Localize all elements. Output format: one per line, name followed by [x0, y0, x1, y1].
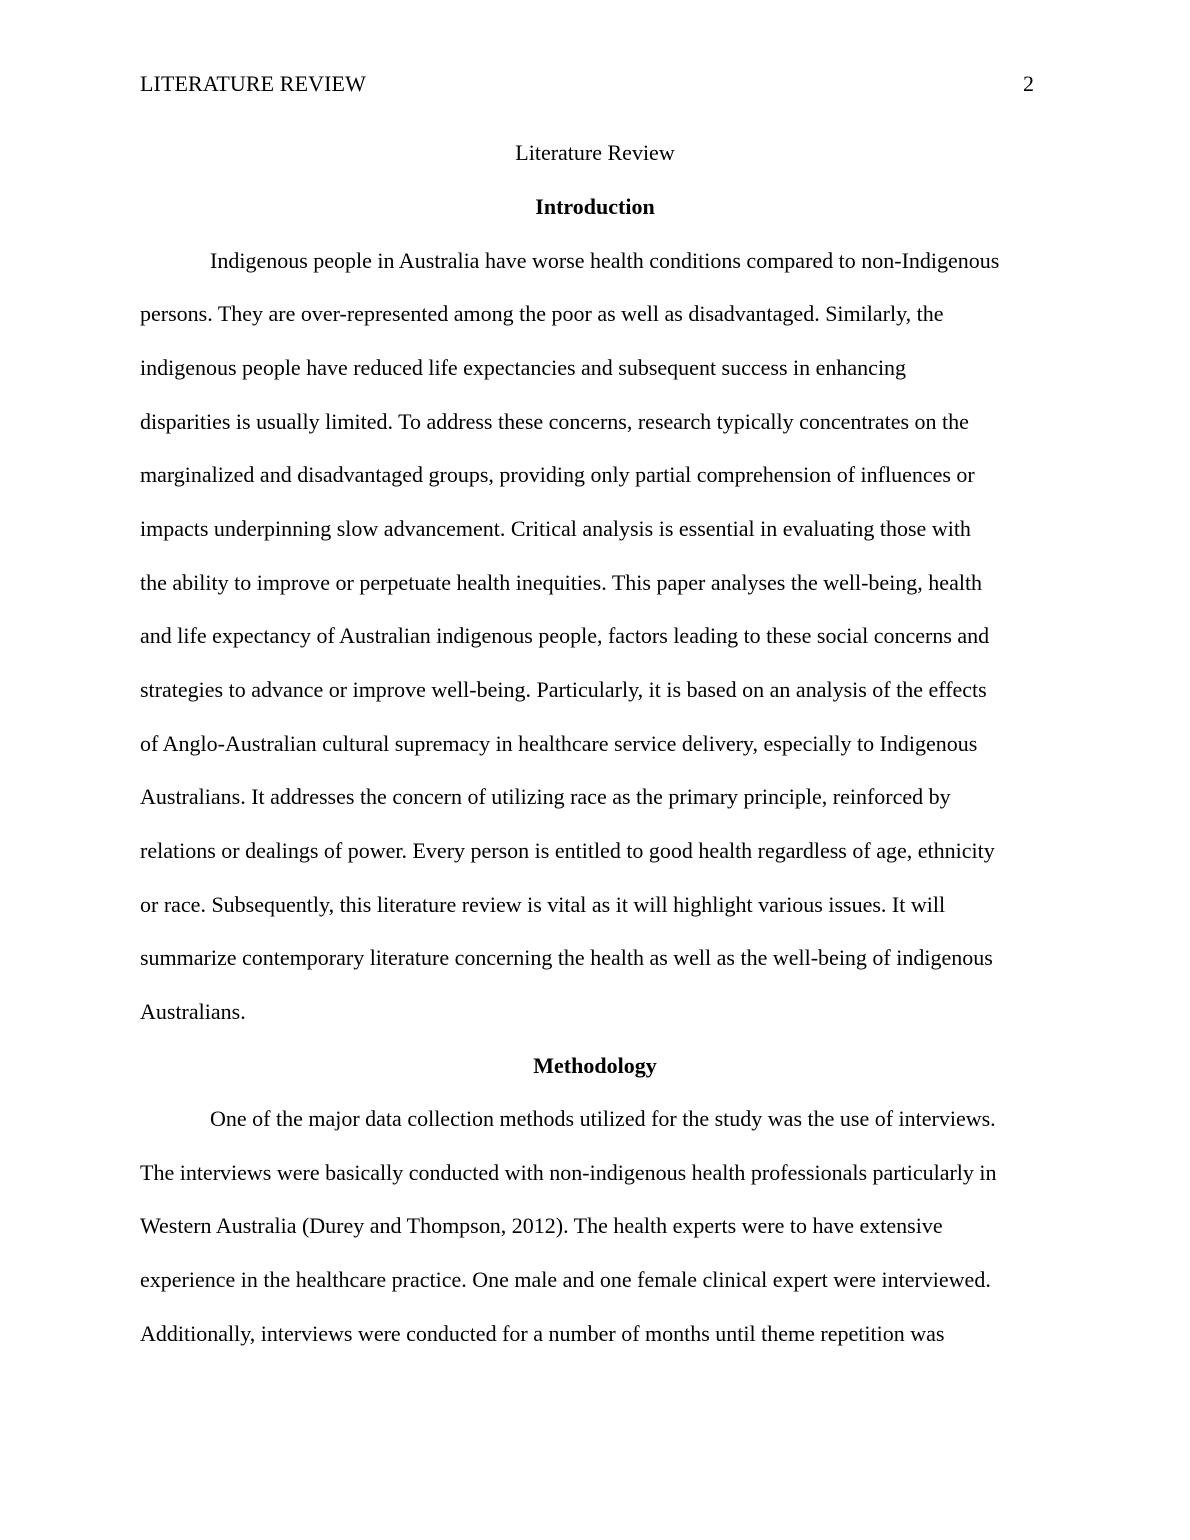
page-number: 2	[1023, 71, 1034, 96]
methodology-line: experience in the healthcare practice. One male and one female clinical expert were interviewed.	[140, 1267, 991, 1292]
introduction-heading: Introduction	[535, 194, 655, 219]
introduction-line: indigenous people have reduced life expectancies and subsequent success in enhancing	[140, 355, 907, 380]
introduction-line: or race. Subsequently, this literature review is vital as it will highlight various issues. It will	[140, 892, 946, 917]
running-head: LITERATURE REVIEW	[140, 71, 366, 96]
methodology-line: Western Australia (Durey and Thompson, 2012). The health experts were to have extensive	[140, 1213, 943, 1238]
methodology-line: The interviews were basically conducted with non-indigenous health professionals particularly in	[140, 1160, 997, 1185]
introduction-line: marginalized and disadvantaged groups, providing only partial comprehension of influences or	[140, 462, 975, 487]
introduction-line: impacts underpinning slow advancement. Critical analysis is essential in evaluating those with	[140, 516, 971, 541]
methodology-line: One of the major data collection methods utilized for the study was the use of interviews.	[210, 1106, 996, 1131]
introduction-line: Indigenous people in Australia have worse health conditions compared to non-Indigenous	[210, 248, 1000, 273]
introduction-line: the ability to improve or perpetuate health inequities. This paper analyses the well-being, health	[140, 570, 983, 595]
introduction-line: and life expectancy of Australian indigenous people, factors leading to these social concerns and	[140, 623, 990, 648]
methodology-heading: Methodology	[533, 1053, 657, 1078]
methodology-line: Additionally, interviews were conducted for a number of months until theme repetition was	[140, 1321, 945, 1346]
introduction-line: persons. They are over-represented among the poor as well as disadvantaged. Similarly, the	[140, 301, 944, 326]
introduction-line: strategies to advance or improve well-being. Particularly, it is based on an analysis of the effects	[140, 677, 987, 702]
page-title: Literature Review	[515, 140, 675, 165]
introduction-line: relations or dealings of power. Every person is entitled to good health regardless of age, ethnicity	[140, 838, 995, 863]
introduction-line: summarize contemporary literature concerning the health as well as the well-being of indigenous	[140, 945, 993, 970]
introduction-line: of Anglo-Australian cultural supremacy in healthcare service delivery, especially to Indigenous	[140, 731, 978, 756]
introduction-line: disparities is usually limited. To address these concerns, research typically concentrates on the	[140, 409, 969, 434]
introduction-line: Australians.	[140, 999, 246, 1024]
introduction-line: Australians. It addresses the concern of utilizing race as the primary principle, reinforced by	[140, 784, 951, 809]
